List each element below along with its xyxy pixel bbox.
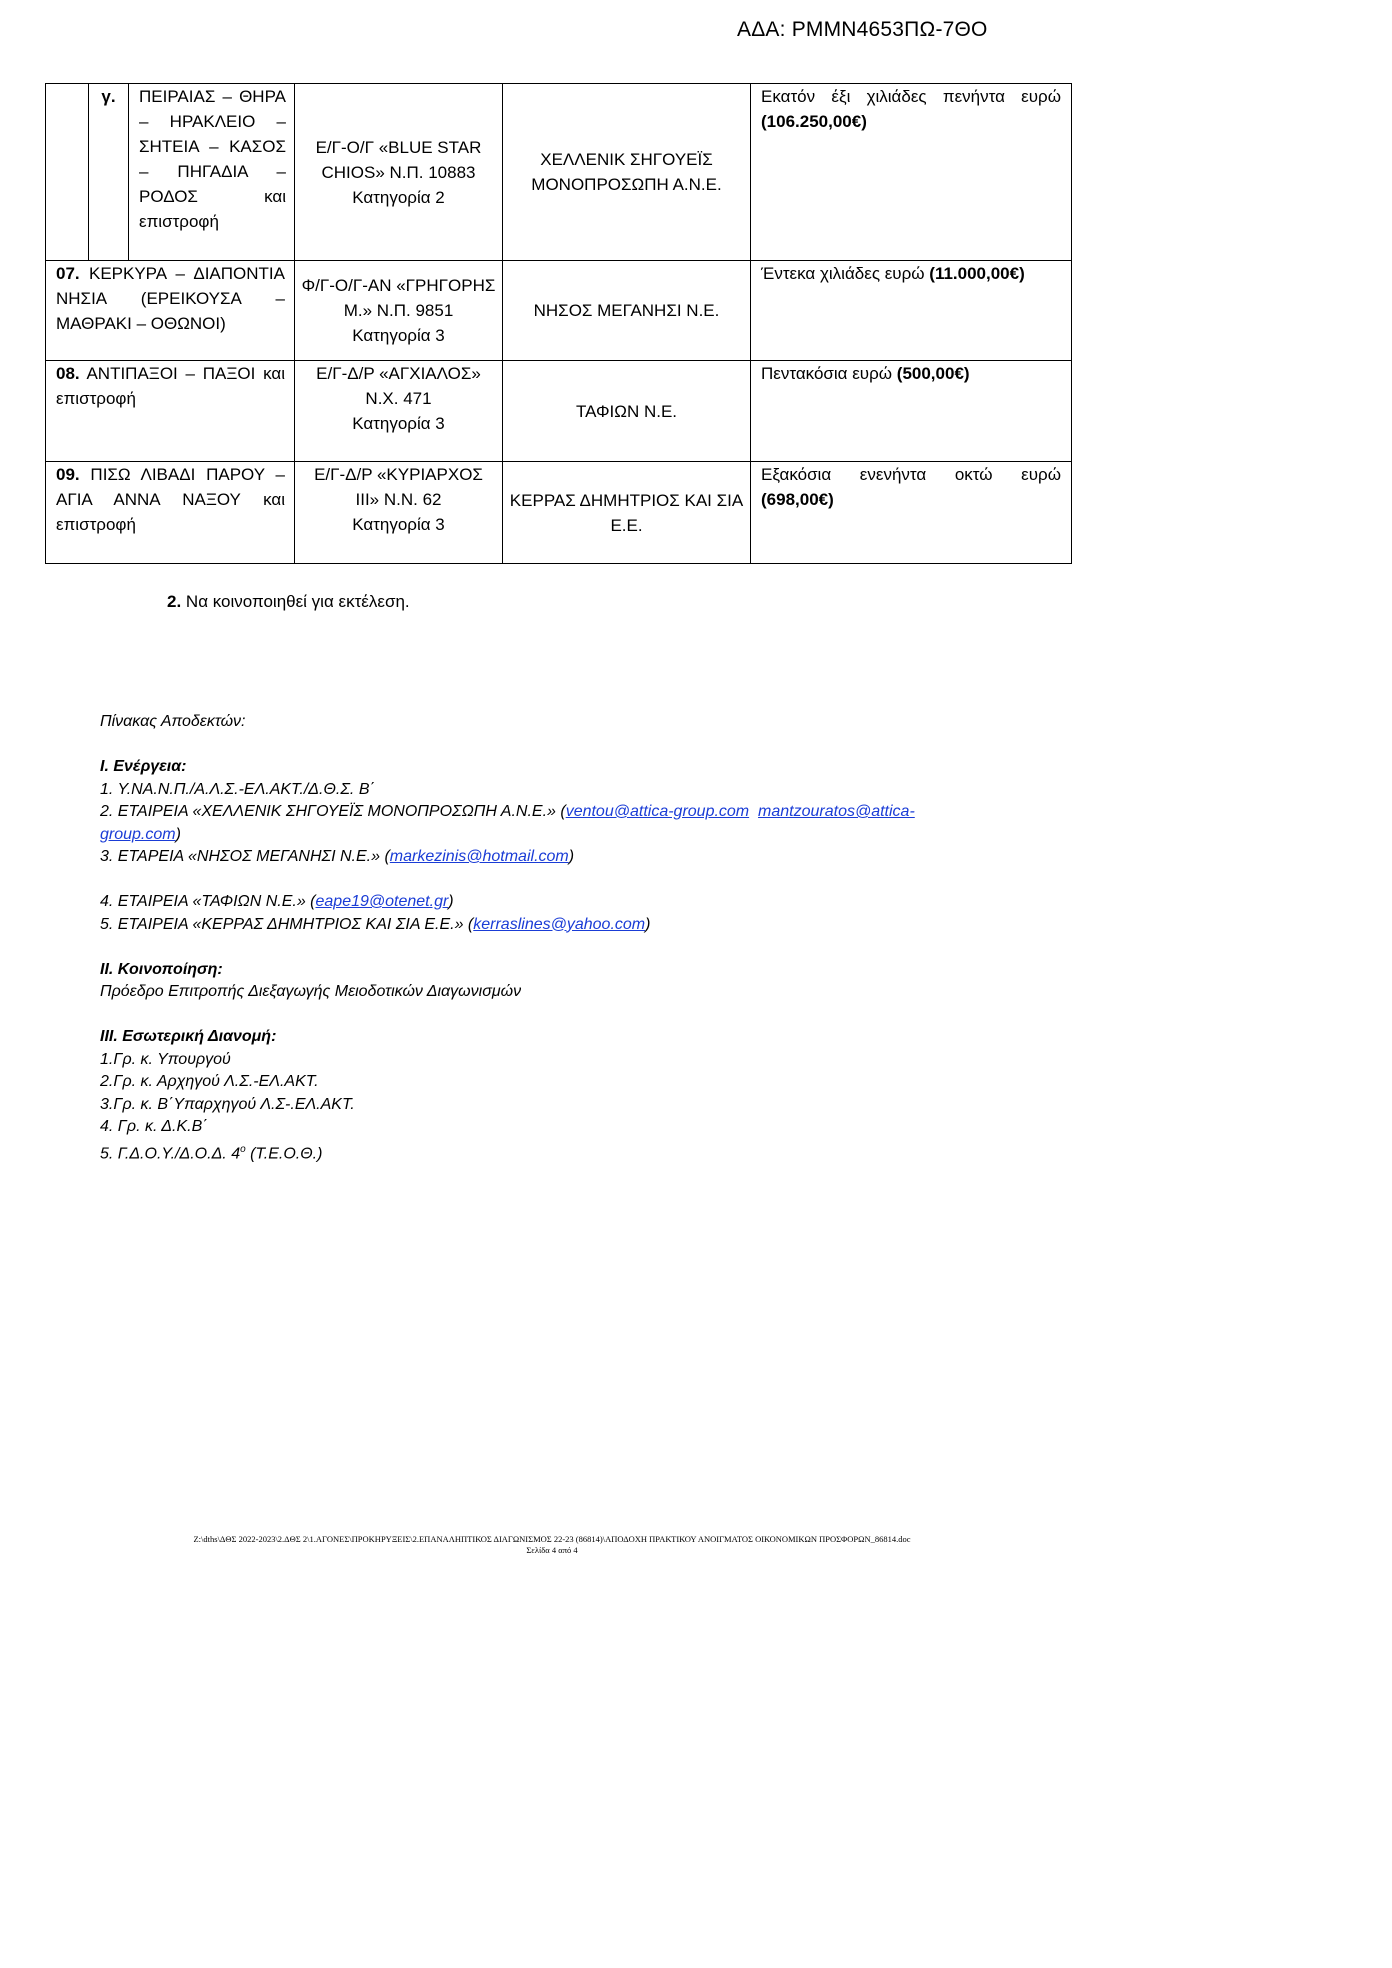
ship-cell <box>295 84 503 261</box>
company-cell: ΤΑΦΙΩΝ Ν.Ε. <box>503 361 751 462</box>
recipient-line: 4. Γρ. κ. Δ.Κ.Β΄ <box>100 1118 208 1135</box>
page-footer <box>0 1534 1104 1556</box>
recipient-line-cont: group.com) <box>100 825 181 843</box>
route-cell <box>46 361 295 462</box>
file-path: Z:\dths\ΔΘΣ 2022-2023\2.ΔΘΣ 2\1.ΑΓΟΝΕΣ\ΠΡΟΚΗΡΥΞΕΙΣ\2.ΕΠΑΝΑΛΗΠΤΙΚΟΣ ΔΙΑΓΩΝΙΣΜΟΣ 22-23 (86814)\ΑΠΟΔΟΧΗ ΠΡΑΚΤΙΚΟΥ ΑΝΟΙΓΜΑΤΟΣ ΟΙΚΟΝΟΜΙΚΩΝ ΠΡΟΣΦΟΡΩΝ_86814.doc <box>193 1534 911 1544</box>
item-number: 2. <box>167 592 182 611</box>
recipient-line: 3.Γρ. κ. Β΄Υπαρχηγού Λ.Σ-.ΕΛ.ΑΚΤ. <box>100 1095 355 1113</box>
recipient-line: 1.Γρ. κ. Υπουργού <box>100 1050 231 1068</box>
decision-item-2 <box>167 592 410 612</box>
route-text: ΚΕΡΚΥΡΑ – ΔΙΑΠΟΝΤΙΑ ΝΗΣΙΑ (ΕΡΕΙΚΟΥΣΑ – ΜΑΘΡΑΚΙ – ΟΘΩΝΟΙ) <box>56 264 285 333</box>
recipient-line: 3. ΕΤΑΡΕΙΑ «ΝΗΣΟΣ ΜΕΓΑΝΗΣΙ Ν.Ε.» (markezinis@hotmail.com) <box>100 848 575 865</box>
price-text: Έντεκα χιλιάδες ευρώ <box>761 264 930 283</box>
spacer-cell <box>46 84 89 261</box>
price-text: Πεντακόσια ευρώ <box>761 364 897 383</box>
email-link[interactable]: mantzouratos@attica- <box>758 803 915 820</box>
route-number: 09. <box>56 465 80 484</box>
recipients-list <box>100 711 980 1165</box>
price-amount: (11.000,00€) <box>929 264 1025 283</box>
ada-code: ΑΔΑ: ΡΜΜΝ4653ΠΩ-7ΘΟ <box>737 18 988 41</box>
route-number: 08. <box>56 364 80 383</box>
table-row <box>46 462 1072 564</box>
section-action-title: Ι. Ενέργεια: <box>100 758 187 775</box>
route-text: ΑΝΤΙΠΑΞΟΙ – ΠΑΞΟΙ και επιστροφή <box>56 364 285 408</box>
recipients-title: Πίνακας Αποδεκτών: <box>100 713 246 730</box>
ship-cell <box>295 462 503 564</box>
ship-cell <box>295 361 503 462</box>
section-notification-title: ΙΙ. Κοινοποίηση: <box>100 960 223 978</box>
ship-name: Ε/Γ-Ο/Γ «BLUE STAR CHIOS» Ν.Π. 10883 <box>315 137 482 182</box>
price-text: Εξακόσια ενενήντα οκτώ ευρώ <box>761 465 1061 484</box>
recipient-line: 1. Υ.ΝΑ.Ν.Π./Α.Λ.Σ.-ΕΛ.ΑΚΤ./Δ.Θ.Σ. Β΄ <box>100 780 375 798</box>
email-link[interactable]: markezinis@hotmail.com <box>389 848 569 865</box>
route-text: ΠΙΣΩ ΛΙΒΑΔΙ ΠΑΡΟΥ – ΑΓΙΑ ΑΝΝΑ ΝΑΞΟΥ και επιστροφή <box>56 465 285 534</box>
section-internal-title: ΙΙΙ. Εσωτερική Διανομή: <box>100 1028 277 1045</box>
recipient-line: Πρόεδρο Επιτροπής Διεξαγωγής Μειοδοτικών Διαγωνισμών <box>100 983 522 1000</box>
page-number: Σελίδα 4 από 4 <box>526 1545 578 1555</box>
email-link[interactable]: ventou@attica-group.com <box>565 803 750 820</box>
route-number: 07. <box>56 264 80 283</box>
item-text: Να κοινοποιηθεί για εκτέλεση. <box>181 592 410 611</box>
ship-category: Κατηγορία 2 <box>352 187 445 207</box>
price-cell <box>751 361 1072 462</box>
ship-category: Κατηγορία 3 <box>352 414 445 433</box>
table-row <box>46 261 1072 361</box>
price-cell <box>751 84 1072 261</box>
recipient-line: 4. ΕΤΑΙΡΕΙΑ «ΤΑΦΙΩΝ Ν.Ε.» (eape19@otenet.gr) <box>100 893 454 910</box>
recipient-line: 5. ΕΤΑΙΡΕΙΑ «ΚΕΡΡΑΣ ΔΗΜΗΤΡΙΟΣ ΚΑΙ ΣΙΑ Ε.Ε.» (kerraslines@yahoo.com) <box>100 915 651 933</box>
email-link[interactable]: kerraslines@yahoo.com <box>473 915 646 933</box>
ship-name: Φ/Γ-Ο/Γ-ΑΝ «ΓΡΗΓΟΡΗΣ Μ.» Ν.Π. 9851 <box>301 276 496 320</box>
route-cell: ΠΕΙΡΑΙΑΣ – ΘΗΡΑ – ΗΡΑΚΛΕΙΟ – ΣΗΤΕΙΑ – ΚΑΣΟΣ – ΠΗΓΑΔΙΑ – ΡΟΔΟΣ και επιστροφή <box>129 84 295 261</box>
email-link[interactable]: group.com <box>100 825 176 843</box>
price-amount: (500,00€) <box>896 364 970 383</box>
price-amount: (698,00€) <box>761 490 834 509</box>
price-cell <box>751 462 1072 564</box>
ship-cell <box>295 261 503 361</box>
sub-item-letter: γ. <box>89 84 129 261</box>
recipient-line: 2.Γρ. κ. Αρχηγού Λ.Σ.-ΕΛ.ΑΚΤ. <box>100 1073 319 1090</box>
route-cell <box>46 462 295 564</box>
company-cell: ΚΕΡΡΑΣ ΔΗΜΗΤΡΙΟΣ ΚΑΙ ΣΙΑ Ε.Ε. <box>503 462 751 564</box>
table-row <box>46 84 1072 261</box>
email-link[interactable]: eape19@otenet.gr <box>315 893 449 910</box>
recipient-line <box>100 801 980 824</box>
company-cell: ΝΗΣΟΣ ΜΕΓΑΝΗΣΙ Ν.Ε. <box>503 261 751 361</box>
route-cell <box>46 261 295 361</box>
recipient-line: 5. Γ.Δ.Ο.Υ./Δ.Ο.Δ. $4^o$ (Τ.Ε.Ο.Θ.) <box>100 1143 323 1162</box>
price-cell <box>751 261 1072 361</box>
ship-name: Ε/Γ-Δ/Ρ «ΚΥΡΙΑΡΧΟΣ ΙΙΙ» Ν.Ν. 62 <box>314 465 483 509</box>
ship-category: Κατηγορία 3 <box>352 515 445 534</box>
price-amount: (106.250,00€) <box>761 112 867 131</box>
ship-name: Ε/Γ-Δ/Ρ «ΑΓΧΙΑΛΟΣ» Ν.Χ. 471 <box>316 364 481 408</box>
routes-table <box>45 83 1072 564</box>
table-row <box>46 361 1072 462</box>
ship-category: Κατηγορία 3 <box>352 326 445 345</box>
company-cell: ΧΕΛΛΕΝΙΚ ΣΗΓΟΥΕΪΣ ΜΟΝΟΠΡΟΣΩΠΗ Α.Ν.Ε. <box>503 84 751 261</box>
recipient-text: 2. ΕΤΑΙΡΕΙΑ «ΧΕΛΛΕΝΙΚ ΣΗΓΟΥΕΪΣ ΜΟΝΟΠΡΟΣΩΠΗ Α.Ν.Ε.» ( <box>100 803 566 820</box>
price-text: Εκατόν έξι χιλιάδες πενήντα ευρώ <box>761 87 1061 106</box>
